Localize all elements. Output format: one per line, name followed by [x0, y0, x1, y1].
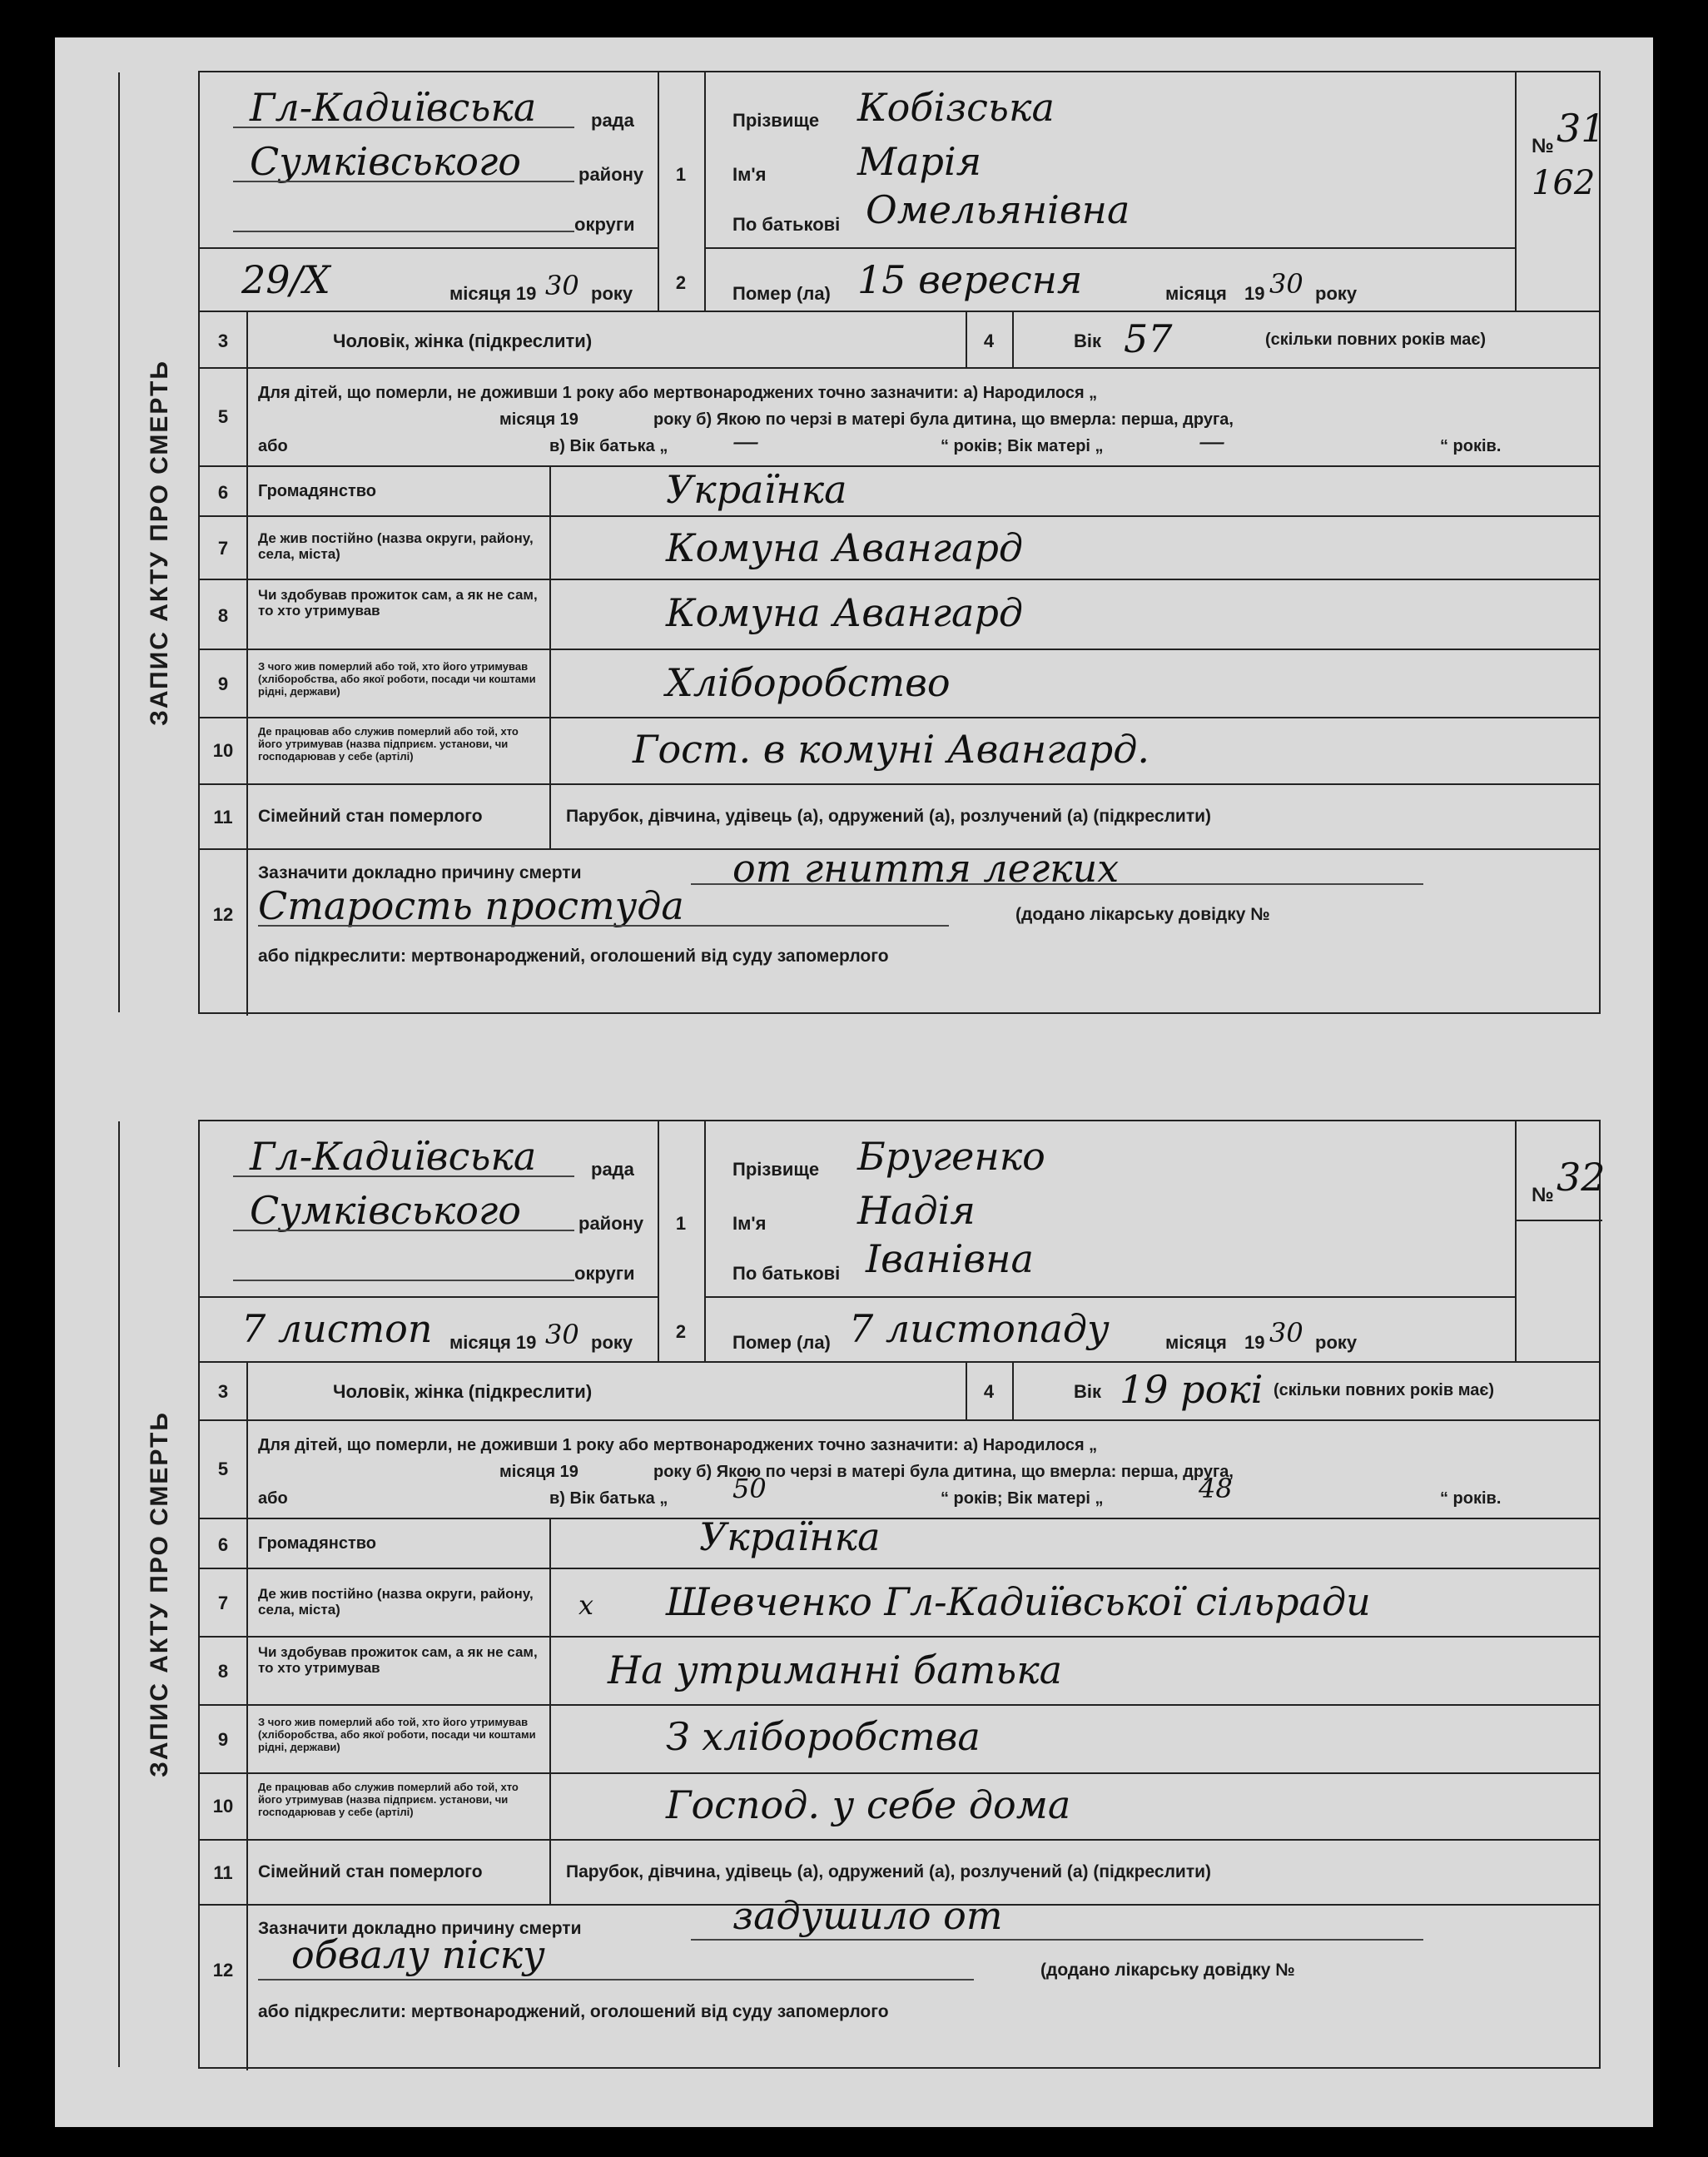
support-label: Чи здобував прожиток сам, а як не сам, то хто утримував [258, 587, 538, 619]
workplace-row [200, 1774, 1599, 1841]
month-label: місяця [1165, 283, 1227, 304]
sex-age-row [200, 312, 1599, 369]
infant-or-label: або [258, 1489, 288, 1508]
sheet-number: 162 [1532, 164, 1596, 202]
residence-row [200, 1569, 1599, 1638]
died-label: Помер (ла) [732, 1332, 831, 1353]
death-day: 7 листопаду [849, 1306, 1110, 1351]
support-label: Чи здобував прожиток сам, а як не сам, то хто утримував [258, 1644, 538, 1676]
marital-options: Парубок, дівчина, удівець (а), одружений (а), розлучений (а) (підкреслити) [566, 1862, 1212, 1881]
age-label: Вік [1074, 331, 1102, 351]
rayon-label: району [578, 1213, 644, 1234]
years-suffix: “ років. [1440, 1489, 1502, 1508]
residence-label: Де жив постійно (назва округи, району, села, міста) [258, 1586, 534, 1618]
infant-line-2: року б) Якою по черзі в матері була дитина, що вмерла: перша, друга, [653, 410, 1234, 429]
month-label: місяця 19 [449, 283, 537, 304]
death-record-form-2 [146, 1120, 1606, 2069]
cause-label: Зазначити докладно причину смерти [258, 1919, 582, 1938]
field-number: 11 [213, 807, 233, 828]
surname-label: Прізвище [732, 1159, 820, 1180]
infant-month-label: місяця 19 [499, 1463, 578, 1481]
field-number: 9 [217, 673, 229, 694]
age-label: Вік [1074, 1381, 1102, 1402]
rada-value: Гл-Кадиївська [250, 85, 537, 130]
marital-label: Сімейний стан померлого [258, 807, 483, 826]
occupation-label: З чого жив померлий або той, хто його утримував (хліборобства, або якої роботи, посади чи коштами рідні, держави) [258, 1716, 536, 1753]
rada-label: рада [591, 1159, 634, 1180]
field-number: 6 [217, 1534, 229, 1555]
mother-age-value: — [1199, 425, 1225, 457]
residence-mark: x [578, 1589, 594, 1621]
residence-value: Комуна Авангард [666, 525, 1024, 570]
month-label: місяця 19 [449, 1332, 537, 1353]
field-number: 3 [217, 331, 229, 351]
age-note: (скільки повних років має) [1274, 1381, 1495, 1399]
citizenship-row [200, 1514, 1599, 1569]
father-age-value: — [732, 425, 759, 457]
sex-age-row [200, 1363, 1599, 1421]
registration-day: 7 листоп [241, 1306, 433, 1351]
field-number: 4 [983, 331, 995, 351]
infant-details-row [200, 369, 1599, 467]
marital-label: Сімейний стан померлого [258, 1862, 483, 1881]
name-value: Надія [857, 1188, 976, 1233]
age-value: 57 [1124, 316, 1173, 361]
residence-row [200, 517, 1599, 580]
record-number: 32 [1557, 1155, 1606, 1200]
cause-line-2: Старость простуда [258, 883, 684, 928]
citizenship-value: Українка [699, 1514, 881, 1559]
support-row [200, 1638, 1599, 1706]
year-label: року [591, 1332, 633, 1353]
sex-label: Чоловік, жінка (підкреслити) [333, 331, 593, 351]
death-year: 30 [1269, 268, 1303, 300]
rayon-label: району [578, 164, 644, 185]
workplace-row [200, 718, 1599, 785]
infant-month-label: місяця 19 [499, 410, 578, 429]
field-number: 10 [212, 740, 234, 761]
month-label: місяця [1165, 1332, 1227, 1353]
registration-day: 29/X [241, 257, 330, 302]
rayon-value: Сумківського [250, 1188, 521, 1233]
year-label: року [1315, 283, 1358, 304]
field-number: 8 [217, 1661, 229, 1682]
medical-cert-label: (додано лікарську довідку № [1015, 905, 1270, 924]
died-label: Помер (ла) [732, 283, 831, 304]
workplace-label: Де працював або служив померлий або той, хто його утримував (назва підприєм. установи, чи господарював у себе (артілі) [258, 1781, 519, 1818]
occupation-label: З чого жив померлий або той, хто його утримував (хліборобства, або якої роботи, посади чи коштами рідні, держави) [258, 660, 536, 698]
infant-or-label: або [258, 437, 288, 455]
workplace-value: Господ. у себе дома [666, 1782, 1071, 1827]
years-suffix: “ років. [1440, 437, 1502, 455]
patronymic-label: По батькові [732, 214, 841, 235]
year-label: року [591, 283, 633, 304]
stillborn-label: або підкреслити: мертвонароджений, оголошений від суду запомерлого [258, 2002, 889, 2021]
surname-value: Кобізська [857, 85, 1055, 130]
sex-label: Чоловік, жінка (підкреслити) [333, 1381, 593, 1402]
mother-age-value: 48 [1199, 1473, 1233, 1504]
year-prefix: 19 [1244, 283, 1265, 304]
support-value: На утриманні батька [608, 1648, 1063, 1692]
citizenship-label: Громадянство [258, 482, 377, 500]
field-number: 5 [217, 406, 229, 427]
support-value: Комуна Авангард [666, 590, 1024, 635]
occupation-row [200, 650, 1599, 718]
rayon-value: Сумківського [250, 139, 521, 184]
workplace-value: Гост. в комуні Авангард. [633, 727, 1150, 772]
field-number: 11 [213, 1862, 233, 1883]
form-side-title: ЗАПИС АКТУ ПРО СМЕРТЬ [146, 359, 173, 726]
field-number: 10 [212, 1796, 234, 1817]
field-number: 9 [217, 1729, 229, 1750]
cause-line-2: обвалу піску [291, 1932, 545, 1977]
citizenship-row [200, 467, 1599, 517]
number-label: № [1532, 135, 1554, 157]
infant-line-1: Для дітей, що померли, не доживши 1 року або мертвонароджених точно зазначити: а) Народилося „ [258, 1436, 1098, 1454]
death-day: 15 вересня [857, 257, 1083, 302]
record-number: 31 [1557, 106, 1606, 151]
name-label: Ім'я [732, 1213, 767, 1234]
field-number: 1 [675, 164, 687, 185]
cause-line-1: от гниття легких [732, 846, 1120, 891]
occupation-value: З хліборобства [666, 1714, 981, 1759]
surname-value: Бругенко [857, 1134, 1045, 1179]
field-number: 6 [217, 482, 229, 503]
death-record-form-1 [146, 71, 1606, 1014]
form-sidebar [118, 72, 200, 1012]
stillborn-label: або підкреслити: мертвонароджений, оголошений від суду запомерлого [258, 947, 889, 966]
cause-row [200, 1893, 1599, 2070]
field-number: 5 [217, 1459, 229, 1479]
field-number: 12 [212, 904, 234, 925]
year-prefix: 19 [1244, 1332, 1265, 1353]
support-row [200, 580, 1599, 650]
registration-year: 30 [545, 1319, 579, 1350]
mother-age-label: “ років; Вік матері „ [941, 1489, 1104, 1508]
name-value: Марія [857, 139, 982, 184]
cause-row [200, 846, 1599, 1016]
infant-line-2: року б) Якою по черзі в матері була дитина, що вмерла: перша, друга, [653, 1463, 1234, 1481]
registration-year: 30 [545, 270, 579, 301]
marital-row [200, 785, 1599, 850]
father-age-label: в) Вік батька „ [549, 437, 668, 455]
field-number: 7 [217, 538, 229, 559]
okrugy-label: округи [574, 214, 635, 235]
infant-line-1: Для дітей, що померли, не доживши 1 року або мертвонароджених точно зазначити: а) Народилося „ [258, 384, 1098, 402]
residence-label: Де жив постійно (назва округи, району, села, міста) [258, 530, 534, 562]
number-label: № [1532, 1184, 1554, 1206]
field-number: 4 [983, 1381, 995, 1402]
occupation-row [200, 1706, 1599, 1774]
form-side-title: ЗАПИС АКТУ ПРО СМЕРТЬ [146, 1411, 173, 1777]
field-number: 2 [675, 272, 687, 293]
workplace-label: Де працював або служив померлий або той, хто його утримував (назва підприєм. установи, чи господарював у себе (артілі) [258, 725, 519, 763]
age-value: 19 рокі [1120, 1367, 1264, 1412]
father-age-value: 50 [732, 1473, 767, 1504]
cause-line-1: задушило от [732, 1893, 1003, 1938]
patronymic-label: По батькові [732, 1263, 841, 1284]
father-age-label: в) Вік батька „ [549, 1489, 668, 1508]
death-year: 30 [1269, 1317, 1303, 1349]
patronymic-value: Іванівна [866, 1236, 1034, 1281]
field-number: 12 [212, 1960, 234, 1981]
age-note: (скільки повних років має) [1265, 331, 1487, 349]
field-number: 8 [217, 605, 229, 626]
header-block [200, 72, 1606, 312]
field-number: 2 [675, 1321, 687, 1342]
name-label: Ім'я [732, 164, 767, 185]
mother-age-label: “ років; Вік матері „ [941, 437, 1104, 455]
rada-value: Гл-Кадиївська [250, 1134, 537, 1179]
infant-details-row [200, 1421, 1599, 1519]
medical-cert-label: (додано лікарську довідку № [1040, 1961, 1295, 1980]
header-block [200, 1121, 1606, 1363]
form-sidebar [118, 1121, 200, 2067]
field-number: 1 [675, 1213, 687, 1234]
occupation-value: Хліборобство [666, 660, 951, 705]
rada-label: рада [591, 110, 634, 131]
cause-label: Зазначити докладно причину смерти [258, 863, 582, 882]
field-number: 7 [217, 1593, 229, 1613]
marital-options: Парубок, дівчина, удівець (а), одружений (а), розлучений (а) (підкреслити) [566, 807, 1212, 826]
residence-value: Шевченко Гл-Кадиївської сільради [666, 1579, 1371, 1624]
document-sheet [55, 37, 1653, 2127]
year-label: року [1315, 1332, 1358, 1353]
patronymic-value: Омельянівна [866, 187, 1130, 232]
field-number: 3 [217, 1381, 229, 1402]
citizenship-label: Громадянство [258, 1534, 377, 1553]
citizenship-value: Українка [666, 467, 847, 512]
okrugy-label: округи [574, 1263, 635, 1284]
surname-label: Прізвище [732, 110, 820, 131]
